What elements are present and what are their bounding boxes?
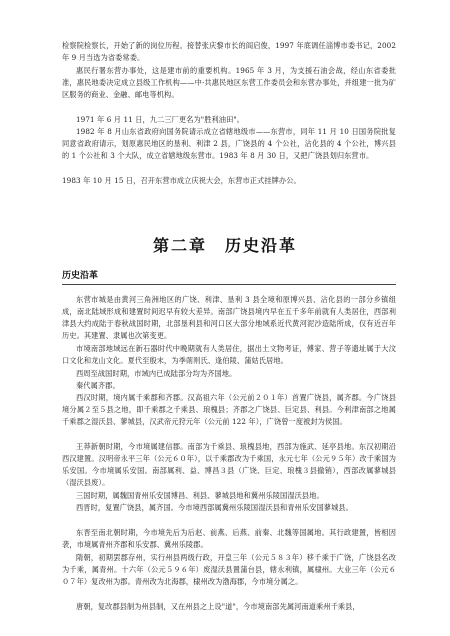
- history-paragraph: 西汉时期，境内属千乘郡和齐郡。汉高祖六年（公元前２０１年）首置广饶县，属齐郡。今广饶县境分属２至５县之地，即千乘郡之千乘县、琅槐县；齐郡之广饶县、巨定县、利县。今利津南部之地属千乘郡之湿沃县、蓼城县，汉武帝元狩元年（公元前 122 年），广饶曾一度被封为侯国。: [62, 393, 396, 426]
- history-paragraph: 三国时期，属魏国青州乐安国博昌、利县、蓼城县地和冀州乐陵国湿沃县地。: [76, 491, 324, 500]
- chapter-title: 第二章 历史沿革: [152, 236, 297, 255]
- intro-paragraph: 惠民行署东营办事处，这是建市前的重要机构。1965 年 3 月，为支援石油会战，经山东省委批准，惠民地委决定成立县级工作机构——中·共惠民地区东营工作委员会和东营办事处，并组建一批为矿区服务的商业、金融、邮电等机构。: [62, 66, 396, 99]
- section-divider: [62, 284, 396, 285]
- history-paragraph: 市境南部地域远在新石器时代中晚期就有人类居住，据出土文物考证，傅家、营子等遗址属于大汶口文化和龙山文化。夏代至殷末，为季荝则氏、逢伯陵、蒲姑氏居地。: [62, 344, 396, 365]
- history-paragraph: 西周至战国时期，市域内已成陆部分均为齐国地。: [76, 369, 237, 378]
- intro-paragraph: 1982 年 8 月山东省政府向国务院请示成立省辖地级市——东营市，同年 11 月 10 日国务院批复同意省政府请示，划原惠民地区的垦利、利津 2 县，广饶县的 4 个公社，沾化县的 4 个公社，博兴县的 1 个公社和 3 个大队，成立省辖地级东营市。1983 年 8 月 30 日，又把广饶县划归东营市。: [62, 127, 396, 160]
- history-paragraph: 隋朝，初期罢郡存州，实行州县两级行政，开皇三年（公元５８３年）移千乘于广饶，广饶县名改为千乘，属青州。十六年（公元５９６年）废湿沃县置蒲台县，辖永利镇，属棣州。大业三年（公元６０７年）复改州为郡。青州改为北海郡，棣州改为渤海郡，今市境分属之。: [62, 553, 396, 586]
- intro-paragraph: 检察院检察长，开始了新的岗位历程。接替张庆黎市长的阎启俊，1997 年底调任淄博市委书记，2002 年 9 月当选为省委常委。: [62, 41, 396, 62]
- history-paragraph: 秦代属齐郡。: [76, 381, 120, 390]
- history-paragraph: 东营市城是由黄河三角洲地区的广饶、利津、垦利 3 县全境和原博兴县、沾化县的一部分乡镇组成，南北陆域形成和建置时间迟早有较大差异。南部广饶县境内早在五千多年前就有人类居住，西部利津县大约成陆于春秋战国时期，北部垦利县和河口区大部分地域系近代黄河泥沙造陆所成，仅有近百年历史。其建置、隶属也次第变更。: [62, 295, 396, 340]
- section-title: 历史沿革: [62, 271, 99, 281]
- history-paragraph: 西晋时，复置广饶县，属齐国。今市境西部属冀州乐陵国湿沃县和青州乐安国蓼城县。: [76, 503, 353, 512]
- history-paragraph: 唐朝，复改郡县制为州县制，又在州县之上设"道"，今市境南部先属河南道乘州千乘县，: [76, 602, 360, 611]
- history-paragraph: 王莽新朝时期，今市境属建信郡。南部为千乘县、琅槐县地，西部为施武、延亭县地。东汉初期沿西汉建置。汉明帝永平三年（公元６０年），以千乘郡改为千乘国，永元七年（公元９５年）改千乘国为乐安国。今市境属乐安国。南部属利、益、博昌３县（广饶、巨定、琅槐３县撤销），西部改属蓼城县（湿沃县废）。: [62, 442, 396, 487]
- history-paragraph: 东晋至南北朝时期，今市境先后为后赵、前燕、后燕、前秦、北魏等国属地。其行政建置，皆相因袭，市境属青州齐郡和乐安郡、冀州乐陵郡。: [62, 528, 396, 549]
- intro-paragraph: 1971 年 6 月 11 日，九二三厂更名为"胜利油田"。: [76, 115, 245, 124]
- intro-paragraph: 1983 年 10 月 15 日，召开东营市成立庆祝大会，东营市正式挂牌办公。: [62, 176, 301, 185]
